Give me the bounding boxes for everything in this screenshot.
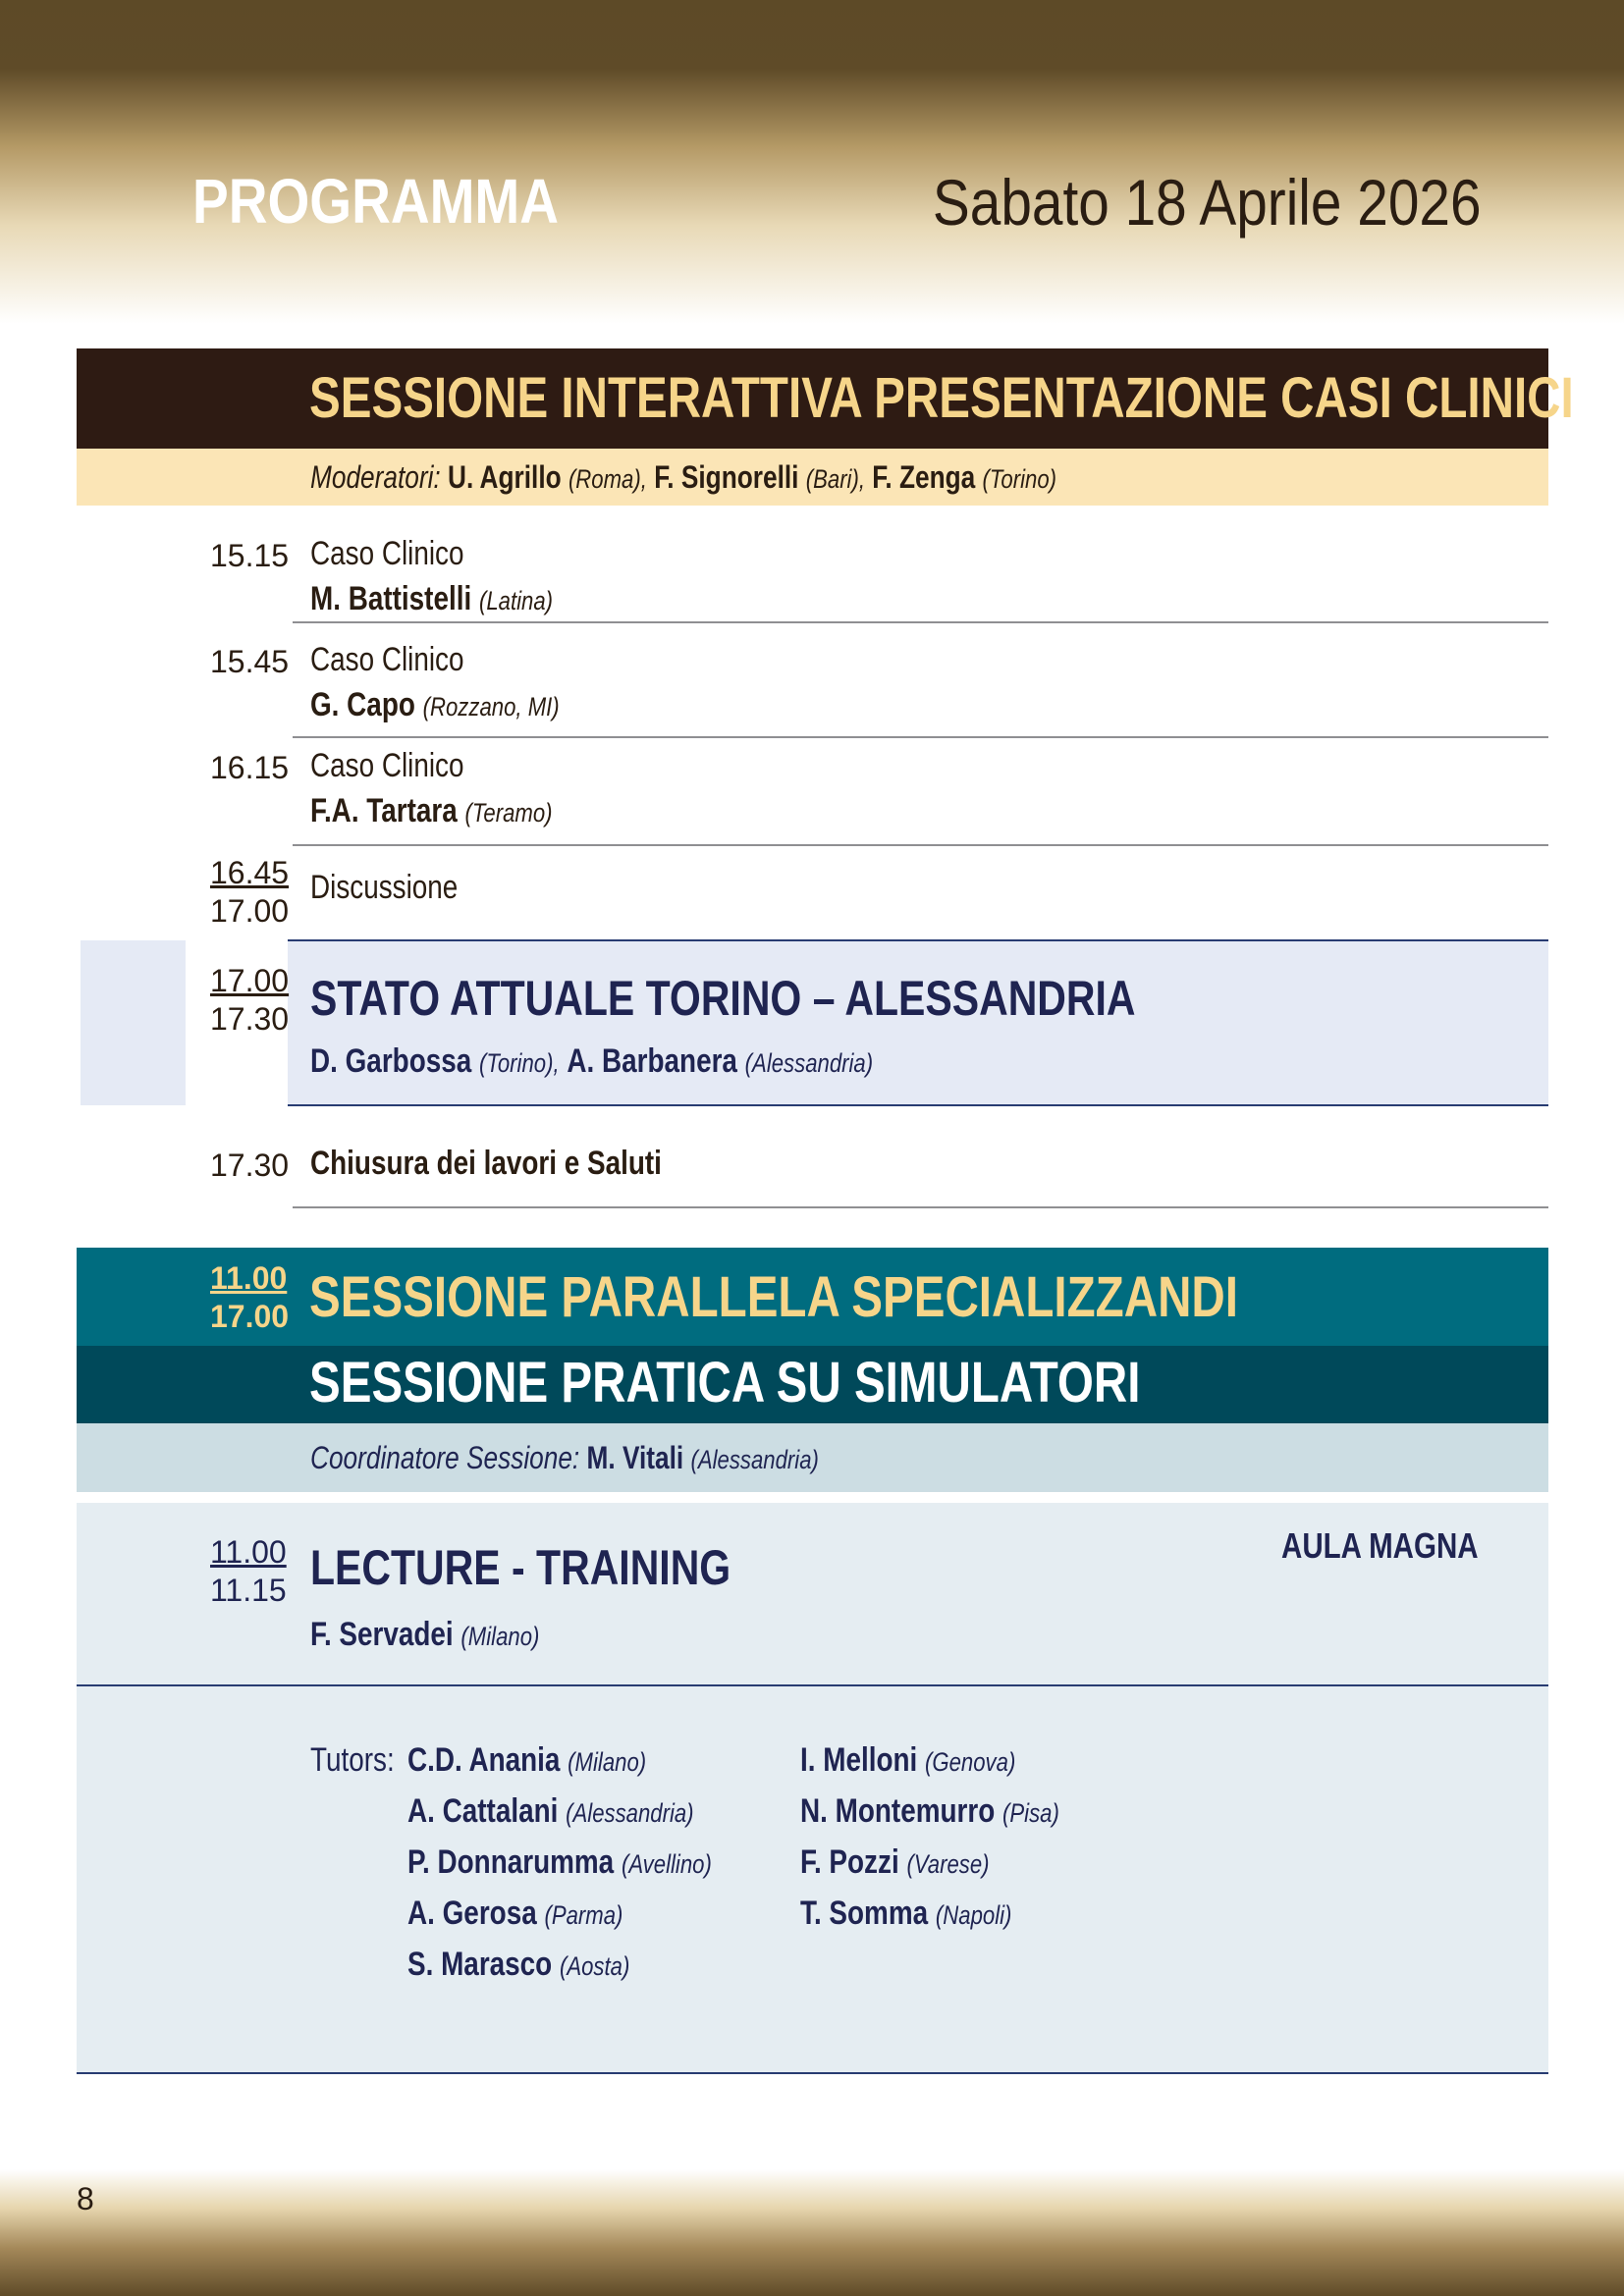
divider xyxy=(293,621,1548,623)
moderator-city: (Torino) xyxy=(982,464,1057,494)
tutor-item: A. Gerosa (Parma) xyxy=(407,1895,623,1932)
divider xyxy=(293,736,1548,738)
moderators-line xyxy=(310,459,1220,496)
coordinator-line: Coordinatore Sessione: M. Vitali (Alessandria) xyxy=(310,1440,819,1475)
row-title: Caso Clinico xyxy=(310,747,464,784)
stato-side-panel xyxy=(81,940,186,1105)
closing-title: Chiusura dei lavori e Saluti xyxy=(310,1145,662,1182)
row-speaker: M. Battistelli (Latina) xyxy=(310,580,554,617)
lecture-speaker: F. Servadei (Milano) xyxy=(310,1616,540,1653)
row-title: Caso Clinico xyxy=(310,535,464,572)
page-title: PROGRAMMA xyxy=(192,166,560,237)
tutor-item: S. Marasco (Aosta) xyxy=(407,1946,630,1983)
page-date: Sabato 18 Aprile 2026 xyxy=(933,166,1482,239)
simulator-title: SESSIONE PRATICA SU SIMULATORI xyxy=(309,1351,1141,1415)
tutor-item: F. Pozzi (Varese) xyxy=(800,1843,990,1881)
row-time: 15.15 xyxy=(210,538,290,573)
row-speaker: F.A. Tartara (Teramo) xyxy=(310,792,553,829)
row-title: Caso Clinico xyxy=(310,641,464,678)
footer-band xyxy=(0,2169,1624,2296)
divider xyxy=(288,939,1548,941)
tutors-label: Tutors: xyxy=(310,1741,395,1779)
session-title: SESSIONE INTERATTIVA PRESENTAZIONE CASI CLINICI xyxy=(309,366,1574,430)
moderator-city: (Roma), xyxy=(568,464,647,494)
lecture-title: LECTURE - TRAINING xyxy=(310,1540,731,1595)
tutor-item: T. Somma (Napoli) xyxy=(800,1895,1012,1932)
tutor-item: P. Donnarumma (Avellino) xyxy=(407,1843,712,1881)
moderator-name: F. Zenga xyxy=(872,459,976,495)
discussion-title: Discussione xyxy=(310,869,459,906)
stato-time: 17.00 17.30 xyxy=(210,963,290,1037)
moderator-name: U. Agrillo xyxy=(448,459,562,495)
divider xyxy=(293,844,1548,846)
moderator-city: (Bari), xyxy=(805,464,866,494)
lecture-time: 11.00 11.15 xyxy=(210,1534,287,1608)
tutor-item: I. Melloni (Genova) xyxy=(800,1741,1016,1779)
stato-title: STATO ATTUALE TORINO – ALESSANDRIA xyxy=(310,971,1136,1026)
row-time: 16.15 xyxy=(210,750,290,785)
tutor-item: N. Montemurro (Pisa) xyxy=(800,1792,1059,1830)
tutors-column-1 xyxy=(407,1735,779,1991)
closing-time: 17.30 xyxy=(210,1148,290,1183)
discussion-time: 16.45 17.00 xyxy=(210,855,290,929)
row-speaker: G. Capo (Rozzano, MI) xyxy=(310,686,560,723)
parallel-time: 11.00 17.00 xyxy=(210,1260,290,1334)
row-time: 15.45 xyxy=(210,644,290,679)
moderators-label: Moderatori: xyxy=(310,459,441,495)
tutor-item: A. Cattalani (Alessandria) xyxy=(407,1792,694,1830)
parallel-title: SESSIONE PARALLELA SPECIALIZZANDI xyxy=(309,1265,1238,1329)
moderator-name: F. Signorelli xyxy=(654,459,799,495)
tutors-column-2 xyxy=(800,1735,1116,1940)
tutor-item: C.D. Anania (Milano) xyxy=(407,1741,647,1779)
divider xyxy=(288,1104,1548,1106)
page-number: 8 xyxy=(77,2181,94,2216)
divider xyxy=(293,1206,1548,1208)
room-label: AULA MAGNA xyxy=(1281,1525,1479,1566)
divider xyxy=(77,2072,1548,2074)
stato-speakers: D. Garbossa (Torino), A. Barbanera (Alessandria) xyxy=(310,1042,874,1080)
